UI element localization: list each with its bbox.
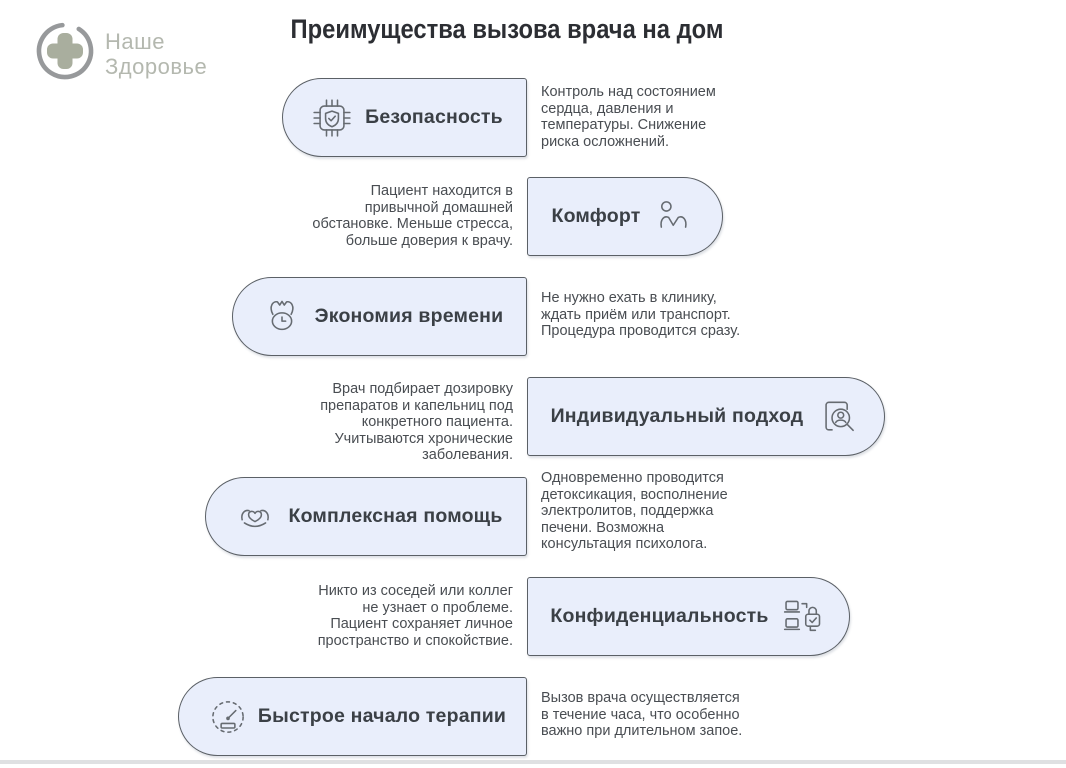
benefit-description-safety: Контроль над состоянием сердца, давления и температуры. Снижение риска осложнений.: [541, 84, 716, 150]
benefit-card-individual-approach: [527, 377, 885, 456]
head-clock-icon: [260, 295, 304, 339]
benefit-card-fast-therapy-start: [178, 677, 527, 756]
speedometer-icon: [206, 695, 250, 739]
chip-shield-icon: [310, 96, 354, 140]
benefit-description-comprehensive-help: Одновременно проводится детоксикация, восполнение электролитов, поддержка печени. Возможна консультация психолога.: [541, 470, 728, 552]
benefit-card-comfort: [527, 177, 723, 256]
benefit-description-fast-therapy-start: Вызов врача осуществляется в течение часа, что особенно важно при длительном запое.: [541, 690, 743, 739]
benefit-description-individual-approach: Врач подбирает дозировку препаратов и капельниц под конкретного пациента. Учитываются хронические заболевания.: [320, 381, 513, 463]
benefit-title-time-saving: Экономия времени: [314, 305, 504, 327]
benefit-title-confidentiality: Конфиденциальность: [550, 605, 769, 627]
benefit-description-comfort: Пациент находится в привычной домашней обстановке. Меньше стресса, больше доверия к врачу.: [312, 183, 513, 249]
hands-heart-icon: [233, 495, 277, 539]
benefit-card-comprehensive-help: [205, 477, 527, 556]
relaxing-person-icon: [654, 195, 698, 239]
page-title: Преимущества вызова врача на дом: [290, 14, 724, 44]
benefit-title-comprehensive-help: Комплексная помощь: [288, 505, 503, 527]
benefit-title-fast-therapy-start: Быстрое начало терапии: [257, 705, 507, 727]
devices-lock-icon: [781, 595, 825, 639]
benefit-title-individual-approach: Индивидуальный подход: [550, 405, 804, 427]
medical-cross-icon: [34, 20, 96, 87]
benefit-title-comfort: Комфорт: [551, 205, 641, 227]
benefit-card-safety: [282, 78, 527, 157]
clinic-logo: [34, 20, 207, 87]
benefit-description-time-saving: Не нужно ехать в клинику, ждать приём или транспорт. Процедура проводится сразу.: [541, 290, 741, 339]
logo-text-line2: Здоровье: [105, 53, 208, 79]
benefit-title-safety: Безопасность: [365, 106, 503, 128]
logo-text: [105, 29, 207, 79]
benefit-card-time-saving: [232, 277, 527, 356]
logo-text-line1: Наше: [105, 28, 166, 54]
page-bottom-edge: [0, 760, 1066, 764]
profile-search-icon: [816, 395, 860, 439]
benefit-card-confidentiality: [527, 577, 850, 656]
benefit-description-confidentiality: Никто из соседей или коллег не узнает о проблеме. Пациент сохраняет личное пространство и спокойствие.: [317, 583, 513, 649]
